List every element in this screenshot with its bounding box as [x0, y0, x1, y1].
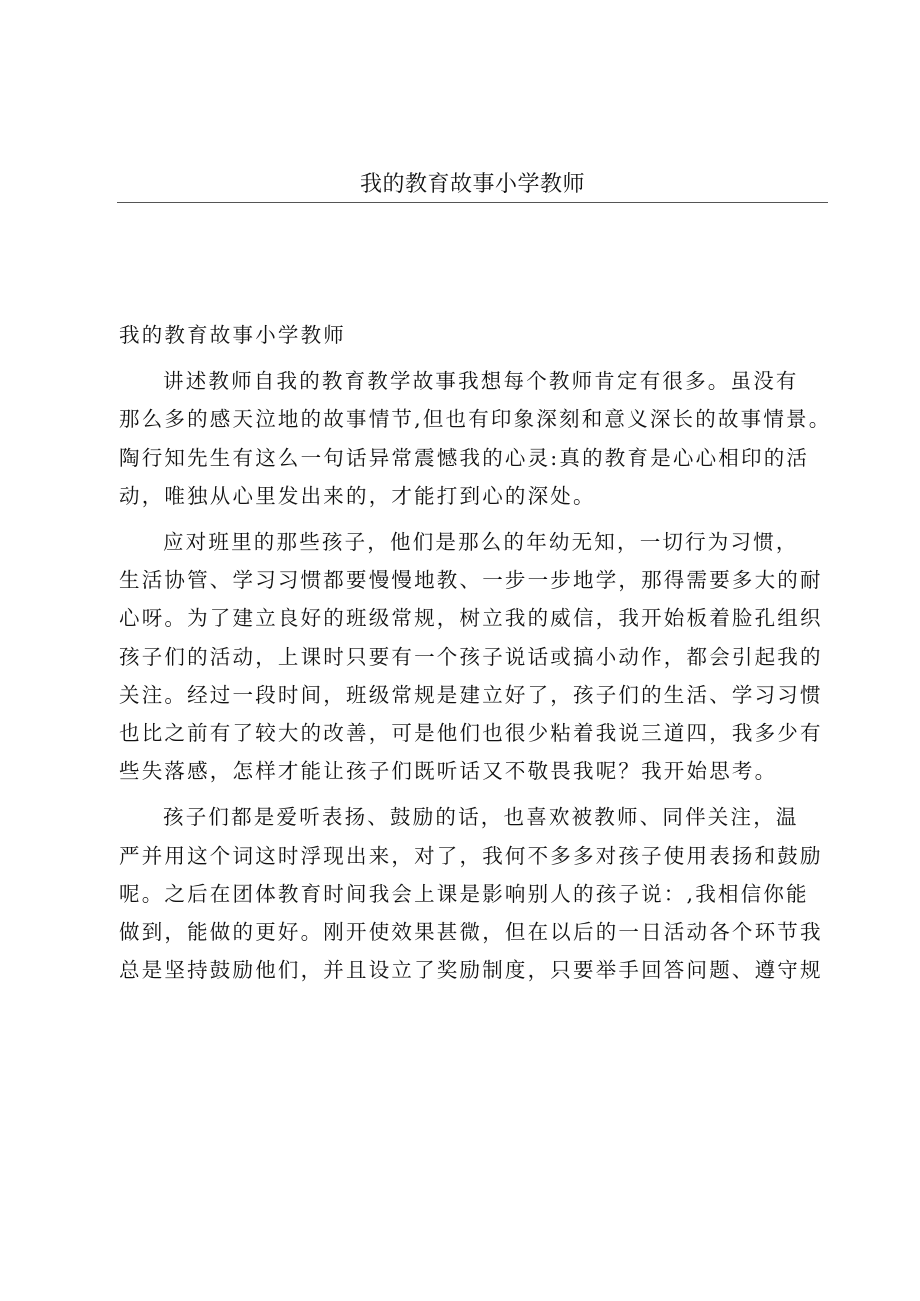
paragraph-line: 做到，能做的更好。刚开使效果甚微，但在以后的一日活动各个环节我	[119, 920, 823, 945]
paragraph-line: 陶行知先生有这么一句话异常震憾我的心灵:真的教育是心心相印的活	[119, 445, 810, 470]
paragraph-line: 严并用这个词这时浮现出来，对了，我何不多多对孩子使用表扬和鼓励	[119, 843, 823, 868]
header-title: 我的教育故事小学教师	[359, 172, 585, 197]
paragraph-line: 那么多的感天泣地的故事情节,但也有印象深刻和意义深长的故事情景。	[119, 407, 832, 432]
paragraph-2	[119, 523, 831, 790]
page-header	[117, 168, 828, 203]
paragraph-3	[119, 798, 831, 989]
paragraph-line: 动，唯独从心里发出来的，才能打到心的深处。	[119, 483, 596, 508]
paragraph-line: 也比之前有了较大的改善，可是他们也很少粘着我说三道四，我多少有	[119, 721, 823, 746]
paragraph-line: 孩子们都是爱听表扬、鼓励的话，也喜欢被教师、同伴关注，温	[163, 805, 799, 830]
paragraph-line: 些失落感，怎样才能让孩子们既听话又不敬畏我呢？我开始思考。	[119, 759, 778, 784]
paragraph-line: 孩子们的活动，上课时只要有一个孩子说话或搞小动作，都会引起我的	[119, 644, 823, 669]
paragraph-line: 应对班里的那些孩子，他们是那么的年幼无知，一切行为习惯，	[163, 530, 799, 555]
paragraph-line: 关注。经过一段时间，班级常规是建立好了，孩子们的生活、学习习惯	[119, 682, 823, 707]
paragraph-line: 心呀。为了建立良好的班级常规，树立我的威信，我开始板着脸孔组织	[119, 606, 823, 631]
document-body	[119, 316, 831, 997]
document-heading: 我的教育故事小学教师	[119, 323, 346, 347]
paragraph-line: 生活协管、学习习惯都要慢慢地教、一步一步地学，那得需要多大的耐	[119, 568, 823, 593]
paragraph-line: 总是坚持鼓励他们，并且设立了奖励制度，只要举手回答问题、遵守规	[119, 958, 823, 983]
paragraph-1	[119, 362, 831, 515]
paragraph-line: 讲述教师自我的教育教学故事我想每个教师肯定有很多。虽没有	[163, 369, 799, 394]
paragraph-line: 呢。之后在团体教育时间我会上课是影响别人的孩子说：,我相信你能	[119, 881, 809, 906]
